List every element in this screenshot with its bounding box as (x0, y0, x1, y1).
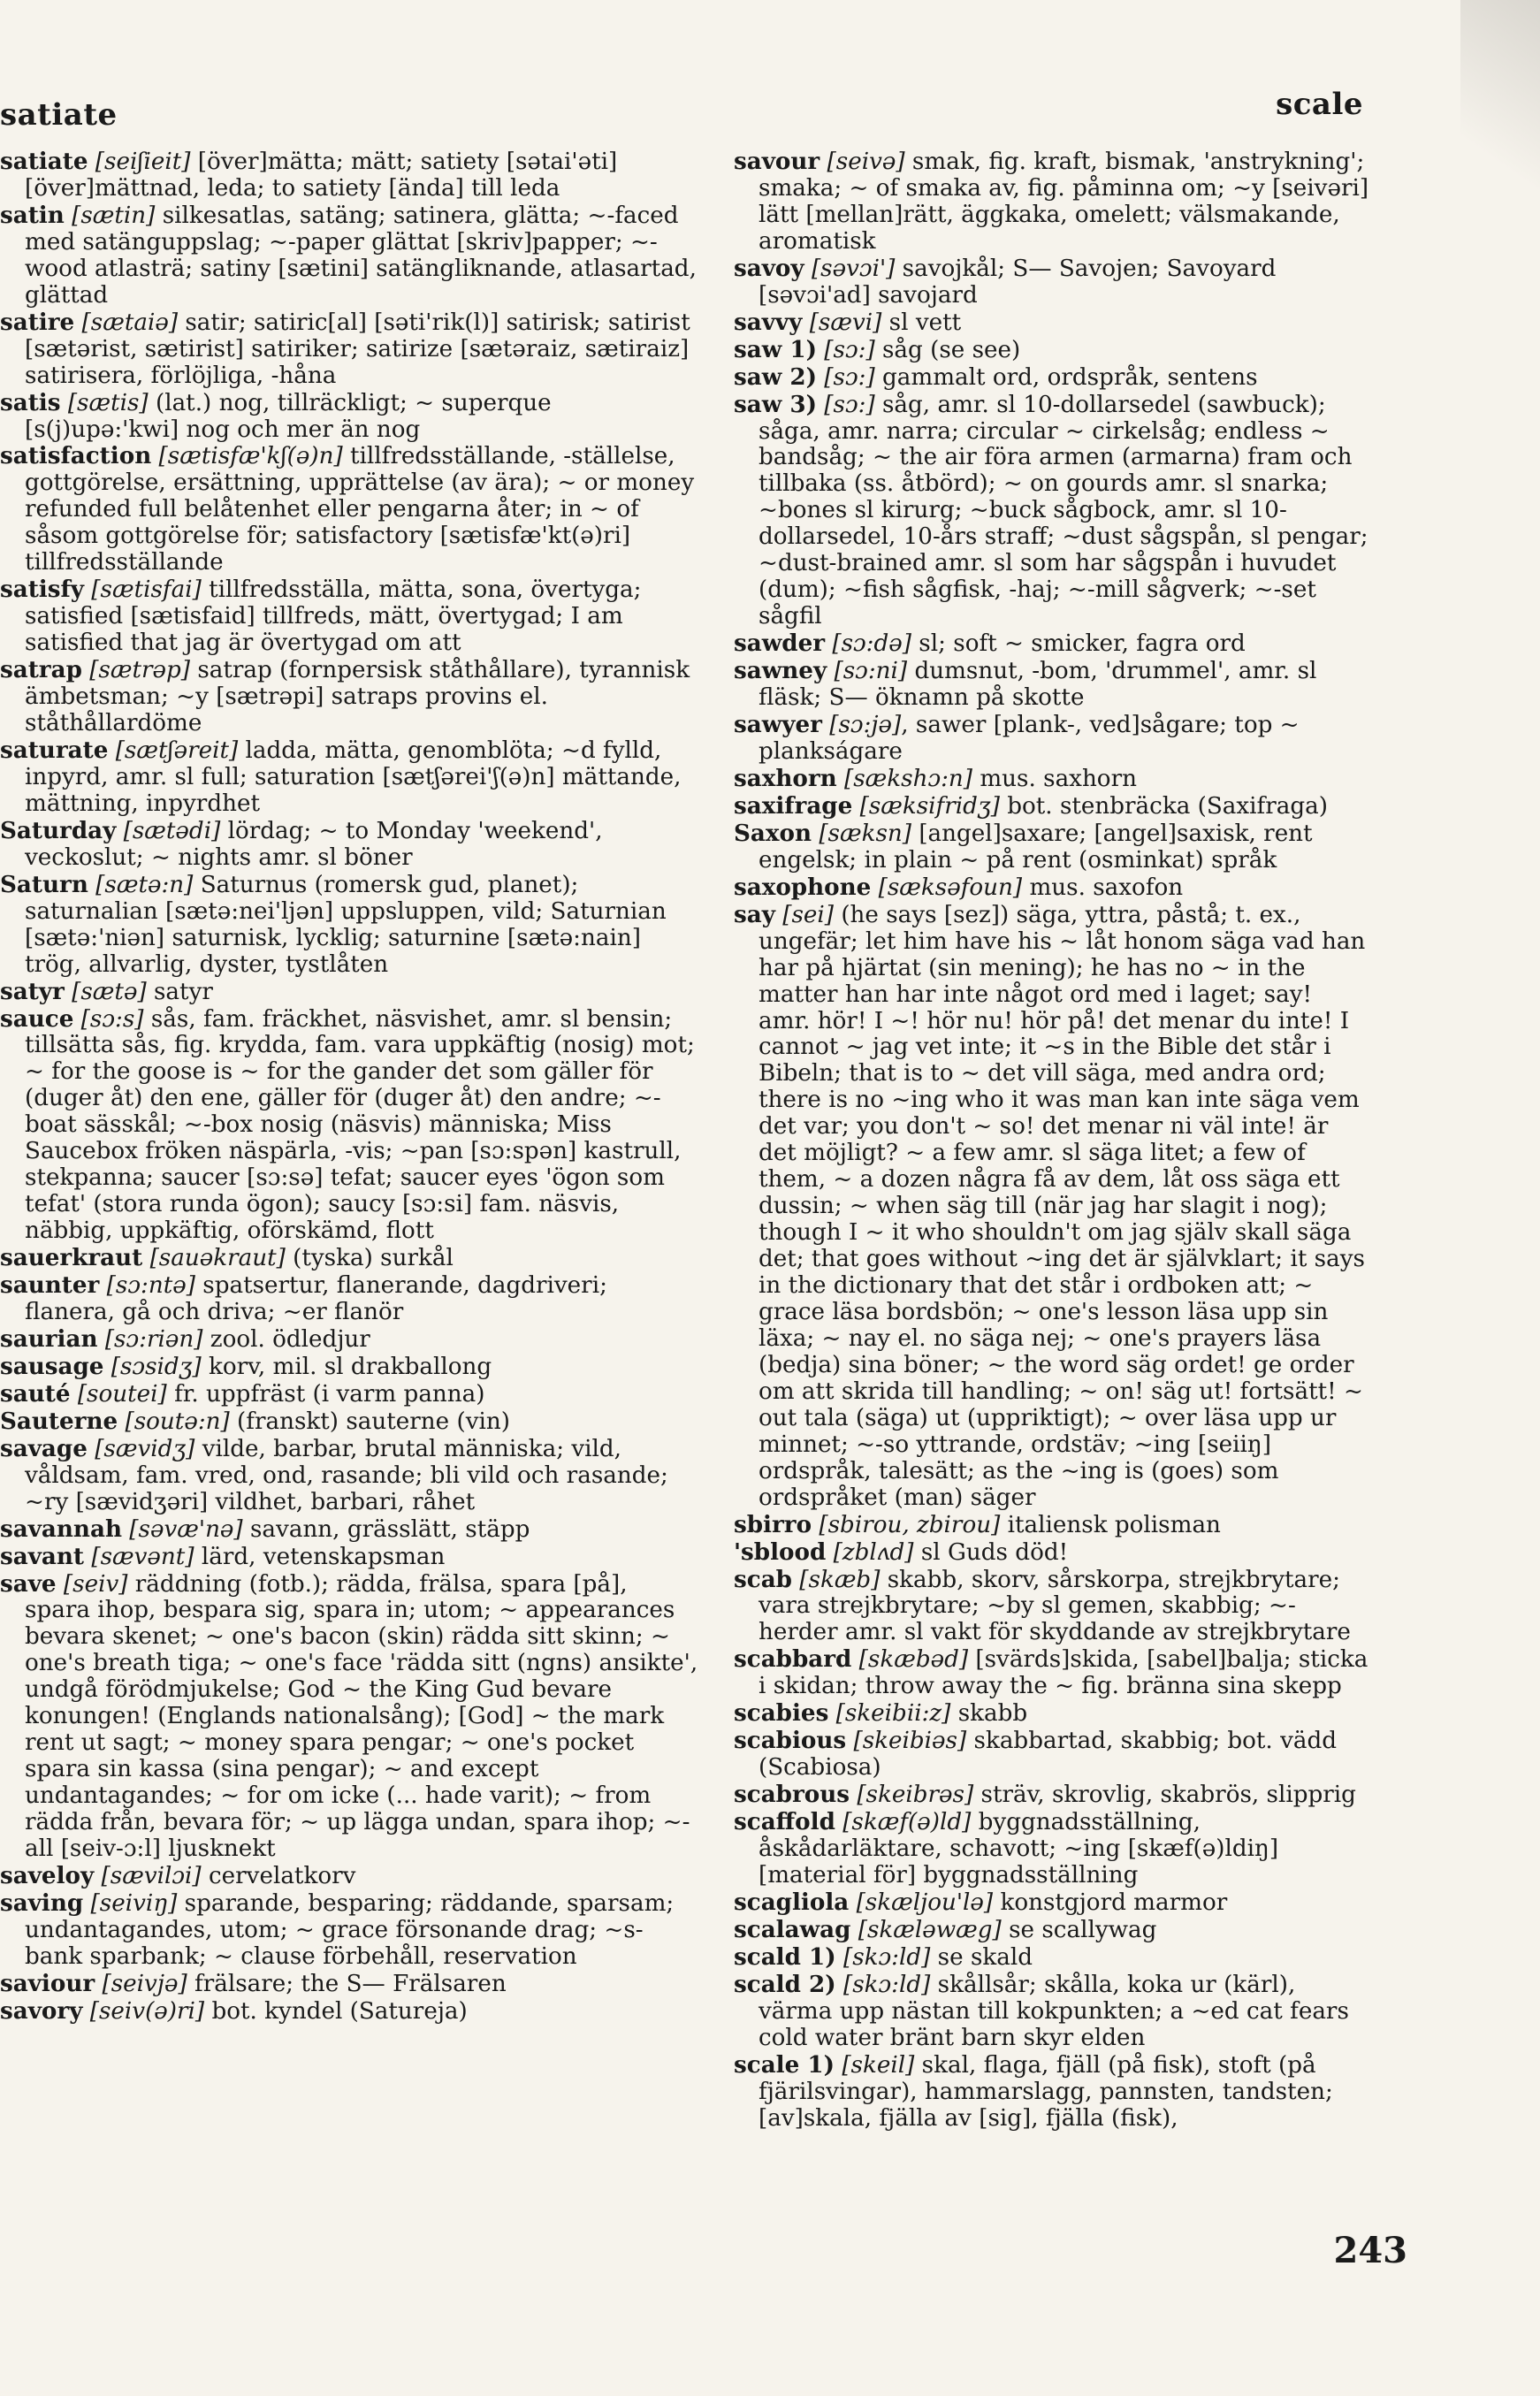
entry-pronunciation: [soutə:n] (118, 1408, 230, 1435)
entry-definition: konstgjord marmor (993, 1889, 1228, 1916)
entry-definition: ladda, mätta, genomblöta; ~d fylld, inpyrd, amr. sl full; saturation [sætʃərei'ʃ(ə)n] mättande, mättning, inpyrdhet (25, 736, 682, 817)
entry-pronunciation: [sævi] (802, 309, 882, 336)
entry-pronunciation: [skɔ:ld] (835, 1971, 931, 1998)
dictionary-entry (0, 1863, 698, 1890)
dictionary-entry (734, 1567, 1370, 1647)
entry-pronunciation: [sætis] (60, 389, 149, 416)
entry-pronunciation: [skeibii:z] (828, 1700, 951, 1728)
entry-definition: smak, fig. kraft, bismak, 'anstrykning'; smaka; ~ of smaka av, fig. påminna om; ~y [seivəri] lätt [mellan]rätt, äggkaka, omelett; välsmakande, aromatisk (759, 149, 1369, 255)
dictionary-entry (0, 149, 698, 202)
entry-headword: saxifrage (734, 791, 853, 820)
dictionary-entry (734, 1944, 1370, 1972)
entry-pronunciation: [zblʌd] (826, 1538, 914, 1566)
entry-headword: sauce (0, 1004, 74, 1033)
dictionary-entry (734, 1512, 1370, 1539)
entry-headword: sawyer (734, 711, 822, 739)
entry-definition: se skald (930, 1943, 1033, 1971)
entry-definition: (lat.) nog, tillräckligt; ~ superque [s(j)upə:'kwi] nog och mer än nog (25, 389, 552, 443)
dictionary-entry (734, 1728, 1370, 1782)
entry-headword: satiate (0, 148, 88, 175)
entry-definition: (franskt) sauterne (vin) (229, 1408, 510, 1435)
entry-definition: (tyska) surkål (285, 1245, 454, 1272)
dictionary-entry (734, 256, 1370, 309)
entry-headword: sawney (734, 657, 827, 685)
entry-pronunciation: [sætʃəreit] (108, 736, 239, 764)
entry-headword: saw 2) (734, 362, 817, 391)
entry-pronunciation: [sɔ:] (816, 363, 875, 391)
entry-definition: bot. stenbräcka (Saxifraga) (999, 792, 1328, 820)
entry-pronunciation: [sɔ:s] (73, 1005, 144, 1033)
entry-pronunciation: [skeil] (835, 2051, 915, 2079)
dictionary-entry (734, 1646, 1370, 1700)
entry-headword: saveloy (0, 1862, 95, 1889)
dictionary-entry (0, 1516, 698, 1544)
entry-pronunciation: [sæksn] (812, 820, 911, 847)
dictionary-entry (0, 1436, 698, 1516)
entry-definition: sl Guds död! (913, 1538, 1069, 1566)
entry-pronunciation: [sætisfæ'kʃ(ə)n] (151, 443, 343, 470)
entry-pronunciation: [sætisfai] (83, 576, 202, 604)
entry-definition: savojkål; S— Savojen; Savoyard [səvɔi'ad] savojard (759, 255, 1277, 309)
dictionary-entry (0, 1971, 698, 1998)
entry-definition: satyr (146, 978, 213, 1005)
right-column (734, 149, 1370, 2133)
entry-headword: saturate (0, 736, 109, 764)
entry-pronunciation: [sætaiə] (74, 309, 179, 336)
entry-headword: scale 1) (734, 2050, 835, 2079)
entry-headword: save (0, 1569, 57, 1598)
dictionary-entry (0, 818, 698, 872)
entry-pronunciation: [sɔ:ni] (827, 658, 908, 685)
entry-headword: scabbard (734, 1645, 852, 1674)
entry-headword: satis (0, 388, 61, 416)
entry-pronunciation: [sɔ:jə] (821, 712, 902, 739)
dictionary-entry (734, 1889, 1370, 1917)
entry-definition: [angel]saxare; [angel]saxisk, rent engelsk; in plain ~ på rent (osminkat) språk (759, 820, 1313, 874)
entry-headword: satisfy (0, 576, 84, 604)
entry-definition: skållsår; skålla, koka ur (kärl), värma upp nästan till kokpunkten; a ~ed cat fears cold water bränt barn skyr elden (759, 1971, 1349, 2051)
entry-definition: italiensk polisman (1000, 1511, 1221, 1538)
entry-definition: [över]mätta; mätt; satiety [sətai'əti] [över]mättnad, leda; to satiety [ända] till leda (25, 149, 618, 202)
entry-pronunciation: [sævənt] (84, 1543, 194, 1570)
entry-headword: Saxon (734, 819, 812, 847)
entry-definition: tillfredsställande, -ställelse, gottgörelse, ersättning, upprättelse (av ära); ~ or money refunded full belåtenhet eller pengarna åter; in ~ of såsom gottgörelse för; satisfactory [sætisfæ'kt(ə)ri] tillfredsställande (25, 443, 695, 576)
entry-headword: savoy (734, 254, 804, 282)
entry-headword: scald 2) (734, 1970, 836, 1998)
entry-headword: Sauterne (0, 1407, 118, 1435)
entry-pronunciation: [sæksəfoun] (871, 874, 1023, 901)
entry-headword: saurian (0, 1324, 98, 1353)
dictionary-entry (734, 658, 1370, 712)
entry-definition: satrap (fornpersisk ståthållare), tyrannisk ämbetsman; ~y [sætrəpi] satraps provins el. ståthållardöme (25, 657, 690, 737)
entry-pronunciation: [seiv] (56, 1570, 128, 1598)
entry-definition: sparande, besparing; räddande, sparsam; undantagandes, utom; ~ grace försonande drag; ~s-bank sparbank; ~ clause förbehåll, reservation (25, 1889, 675, 1970)
entry-pronunciation: [sauəkraut] (142, 1245, 286, 1272)
entry-headword: satin (0, 201, 65, 229)
entry-definition: , sawer [plank-, ved]sågare; top ~ plankságare (759, 712, 1300, 765)
dictionary-entry (0, 979, 698, 1006)
entry-pronunciation: [seivə] (820, 149, 905, 175)
running-head-left: satiate (0, 97, 118, 133)
page-corner-shadow (1460, 0, 1540, 265)
entry-pronunciation: [sækshɔ:n] (836, 765, 973, 792)
entry-pronunciation: [sætrəp] (81, 657, 191, 684)
dictionary-entry (734, 1809, 1370, 1889)
entry-pronunciation: [skeibiəs] (846, 1728, 967, 1755)
entry-pronunciation: [skɔ:ld] (835, 1943, 931, 1971)
dictionary-entry (0, 576, 698, 657)
dictionary-entry (734, 1700, 1370, 1728)
entry-headword: savvy (734, 308, 803, 336)
entry-headword: satire (0, 308, 75, 336)
entry-pronunciation: [sætədi] (116, 817, 221, 844)
dictionary-entry (734, 874, 1370, 902)
entry-headword: scabrous (734, 1781, 850, 1809)
entry-pronunciation: [sæksifridʒ] (852, 792, 1000, 820)
dictionary-entry (0, 1006, 698, 1246)
dictionary-entry (734, 364, 1370, 392)
dictionary-entry (734, 793, 1370, 820)
entry-pronunciation: [sætin] (64, 202, 156, 229)
entry-pronunciation: [sɔ:ntə] (99, 1272, 195, 1300)
entry-definition: savann, grässlätt, stäpp (242, 1515, 530, 1543)
entry-headword: scabious (734, 1727, 847, 1755)
entry-headword: satyr (0, 977, 65, 1005)
dictionary-entry (0, 1890, 698, 1971)
entry-definition: skal, flaga, fjäll (på fisk), stoft (på fjärilsvingar), hammarslagg, pannsten, tandsten; [av]skala, fjälla av [sig], fjälla (fisk), (759, 2051, 1333, 2132)
entry-definition: se scallywag (1001, 1916, 1157, 1943)
dictionary-entry (734, 309, 1370, 337)
entry-definition: skabb, skorv, sårskorpa, strejkbrytare; vara strejkbrytare; ~by sl gemen, skabbig; ~-herder amr. sl vakt för skyddande av strejkbrytare (759, 1566, 1351, 1646)
entry-headword: saving (0, 1889, 84, 1917)
dictionary-entry (734, 149, 1370, 256)
entry-pronunciation: [sævilɔi] (94, 1863, 202, 1889)
entry-definition: sträv, skrovlig, skabrös, slipprig (973, 1782, 1356, 1809)
entry-definition: sl vett (881, 309, 962, 336)
entry-headword: saw 3) (734, 390, 817, 418)
dictionary-entry (0, 309, 698, 390)
entry-pronunciation: [seivjə] (95, 1970, 187, 1997)
entry-pronunciation: [sɔ:də] (825, 630, 911, 658)
dictionary-entry (0, 1245, 698, 1272)
dictionary-entry (0, 1326, 698, 1354)
entry-headword: saviour (0, 1969, 95, 1997)
dictionary-entry (734, 337, 1370, 364)
entry-definition: bot. kyndel (Satureja) (204, 1997, 468, 2025)
entry-pronunciation: [sævidʒ] (87, 1435, 195, 1462)
entry-headword: sbirro (734, 1510, 812, 1538)
entry-definition: zool. ödledjur (202, 1325, 370, 1353)
running-head-right: scale (1276, 87, 1363, 122)
entry-headword: savant (0, 1542, 85, 1570)
entry-pronunciation: [sɔ:riən] (97, 1325, 203, 1353)
entry-definition: såg, amr. sl 10-dollarsedel (sawbuck); såga, amr. narra; circular ~ cirkelsåg; endless ~ bandsåg; ~ the air föra armen (armarna) fram och tillbaka (ss. åtbörd); ~ on gourds amr. sl snarka; ~bones sl kirurg; ~buck sågbock, amr. sl 10-dollarsedel, 10-års straff; ~dust sågspån, sl pengar; ~dust-brained amr. sl som har sågspån i huvudet (dum); ~fish sågfisk, -haj; ~-mill sågverk; ~-set sågfil (759, 391, 1368, 630)
entry-headword: scagliola (734, 1888, 850, 1916)
entry-definition: såg (se see) (874, 336, 1021, 363)
dictionary-entry (734, 392, 1370, 631)
entry-headword: satrap (0, 656, 82, 684)
dictionary-entry (734, 1782, 1370, 1809)
entry-headword: Saturn (0, 870, 88, 898)
entry-headword: savannah (0, 1515, 122, 1543)
entry-headword: say (734, 900, 775, 928)
entry-headword: scab (734, 1565, 792, 1593)
dictionary-entry (0, 872, 698, 979)
entry-pronunciation: [soutei] (70, 1380, 167, 1408)
entry-pronunciation: [skæb] (791, 1566, 881, 1593)
entry-pronunciation: [skæbəd] (851, 1646, 969, 1674)
dictionary-entry (0, 1354, 698, 1381)
entry-definition: lördag; ~ to Monday 'weekend', veckoslut; ~ nights amr. sl böner (25, 817, 603, 871)
entry-definition: Saturnus (romersk gud, planet); saturnalian [sætə:nei'ljən] uppsluppen, vild; Saturnian [sætə:'niən] saturnisk, lycklig; saturnine [sætə:nain] trög, allvarlig, dyster, tystlåten (25, 871, 667, 978)
entry-pronunciation: [səvæ'nə] (121, 1515, 243, 1543)
entry-pronunciation: [skæljou'lə] (849, 1889, 994, 1916)
entry-headword: scalawag (734, 1915, 851, 1943)
entry-definition: lärd, vetenskapsman (194, 1543, 446, 1570)
entry-definition: räddning (fotb.); rädda, frälsa, spara [på], spara ihop, bespara sig, spara in; utom; ~ appearances bevara skenet; ~ one's bacon (skin) rädda sitt skinn; ~ one's breath tiga; ~ one's face 'rädda sitt (ngns) ansikte', undgå förödmjukelse; God ~ the King Gud bevare konungen! (Englands nationalsång); [God] ~ the mark rent ut sagt; ~ money spara pengar; ~ one's pocket spara sin kassa (sina pengar); ~ and except undantagandes; ~ for om icke (... hade varit); ~ from rädda från, bevara för; ~ up lägga undan, spara ihop; ~-all [seiv-ɔ:l] ljusknekt (25, 1570, 698, 1863)
entry-headword: saunter (0, 1271, 100, 1300)
dictionary-entry (0, 390, 698, 444)
entry-pronunciation: [sɔ:] (816, 336, 875, 363)
entry-definition: byggnadsställning, åskådarläktare, schavott; ~ing [skæf(ə)ldiŋ] [material för] byggnadsställning (759, 1809, 1279, 1889)
entry-pronunciation: [skæləwæg] (850, 1916, 1002, 1943)
entry-pronunciation: [skæf(ə)ld] (835, 1809, 972, 1836)
entry-headword: sauté (0, 1379, 71, 1408)
dictionary-entry (734, 1917, 1370, 1944)
entry-definition: gammalt ord, ordspråk, sentens (874, 363, 1258, 391)
entry-headword: savory (0, 1996, 83, 2025)
entry-definition: spatsertur, flanerande, dagdriveri; flanera, gå och driva; ~er flanör (25, 1272, 607, 1325)
entry-headword: scaffold (734, 1808, 835, 1836)
entry-definition: cervelatkorv (201, 1863, 356, 1889)
entry-definition: skabbartad, skabbig; bot. vädd (Scabiosa) (759, 1728, 1338, 1782)
entry-headword: 'sblood (734, 1538, 827, 1566)
entry-definition: dumsnut, -bom, 'drummel', amr. sl fläsk; S— öknamn på skotte (759, 658, 1317, 712)
entry-definition: tillfredsställa, mätta, sona, övertyga; satisfied [sætisfaid] tillfreds, mätt, övertygad; I am satisfied that jag är övertygad om att (25, 576, 642, 657)
dictionary-entry (734, 630, 1370, 658)
entry-pronunciation: [səvɔi'] (804, 255, 896, 282)
dictionary-entry (0, 1544, 698, 1571)
entry-headword: sausage (0, 1352, 104, 1380)
dictionary-entry (0, 1998, 698, 2026)
entry-definition: sås, fam. fräckhet, näsvishet, amr. sl bensin; tillsätta sås, fig. krydda, fam. vara uppkäftig (nosig) mot; ~ for the goose is ~ for the gander det som gäller för (duger åt) den ene, gäller för (duger åt) den andre; ~-boat sässkål; ~-box nosig (näsvis) människa; Miss Saucebox fröken näspärla, -vis; ~pan [sɔ:spən] kastrull, stekpanna; saucer [sɔ:sə] tefat; saucer eyes 'ögon som tefat' (stora runda ögon); saucy [sɔ:si] fam. näsvis, näbbig, uppkäftig, oförskämd, flott (25, 1005, 695, 1245)
entry-pronunciation: [seiviŋ] (83, 1889, 178, 1917)
dictionary-entry (734, 766, 1370, 793)
entry-definition: (he says [sez]) säga, yttra, påstå; t. ex., ungefär; let him have his ~ låt honom säga vad han har på hjärtat (sin mening); he has no ~ in the matter han har inte något ord med i laget; say! amr. hör! I ~! hör nu! hör på! det menar du inte! I cannot ~ jag vet inte; it ~s in the Bible det står i Bibeln; that is to ~ det vill säga, med andra ord; there is no ~ing who it was man kan inte säga vem det var; you don't ~ so! det menar ni väl inte! är det möjligt? ~ a few amr. sl säga litet; a few of them, ~ a dozen några få av dem, låt oss säga ett dussin; ~ when säg till (när jag har slagit i nog); though I ~ it who shouldn't om jag själv skall säga det; that goes without ~ing det är självklart; it says in the dictionary that det står i ordboken att; ~ grace läsa bordsbön; ~ one's lesson läsa upp sin läxa; ~ nay el. no säga nej; ~ one's prayers läsa (bedja) sina böner; ~ the word säg ordet! ge order om att skrida till handling; ~ on! säg ut! fortsätt! ~ out tala (säga) ut (uppriktigt); ~ over läsa upp ur minnet; ~-so yttrande, ordstäv; ~ing [seiiŋ] ordspråk, talesätt; as the ~ing is (goes) som ordspråket (man) säger (759, 901, 1366, 1511)
entry-headword: Saturday (0, 816, 117, 844)
entry-definition: mus. saxofon (1022, 874, 1184, 901)
entry-pronunciation: [sɔ:] (816, 391, 875, 418)
entry-pronunciation: [seiv(ə)ri] (82, 1997, 205, 2025)
page-number: 243 (1333, 2230, 1407, 2271)
left-column (0, 149, 698, 2026)
dictionary-entry (734, 712, 1370, 766)
entry-definition: skabb (950, 1700, 1028, 1728)
entry-headword: saxhorn (734, 764, 837, 792)
entry-headword: savour (734, 148, 820, 175)
entry-pronunciation: [sɔsidʒ] (103, 1353, 202, 1380)
entry-headword: sauerkraut (0, 1244, 143, 1272)
entry-headword: sawder (734, 630, 826, 658)
entry-headword: saxophone (734, 873, 872, 901)
entry-pronunciation: [sbirou, zbirou] (812, 1511, 1001, 1538)
dictionary-entry (0, 1272, 698, 1326)
dictionary-entry (734, 1972, 1370, 2052)
entry-definition: fr. uppfräst (i varm panna) (166, 1380, 485, 1408)
dictionary-entry (0, 1408, 698, 1436)
dictionary-entry (0, 443, 698, 576)
entry-definition: korv, mil. sl drakballong (201, 1353, 492, 1380)
dictionary-entry (0, 202, 698, 309)
dictionary-entry (0, 737, 698, 818)
entry-headword: scabies (734, 1699, 829, 1728)
entry-pronunciation: [sætə:n] (88, 871, 194, 898)
dictionary-entry (0, 1571, 698, 1863)
entry-definition: satir; satiric[al] [səti'rik(l)] satirisk; satirist [sætərist, sætirist] satiriker; satirize [sætəraiz, sætiraiz] satirisera, förlöjliga, -håna (25, 309, 690, 389)
entry-definition: vilde, barbar, brutal människa; vild, våldsam, fam. vred, ond, rasande; bli vild och rasande; ~ry [sævidʒəri] vildhet, barbari, råhet (25, 1435, 668, 1515)
entry-definition: [svärds]skida, [sabel]balja; sticka i skidan; throw away the ~ fig. bränna sina skepp (759, 1646, 1368, 1700)
entry-headword: savage (0, 1434, 88, 1462)
entry-definition: silkesatlas, satäng; satinera, glätta; ~-faced med satänguppslag; ~-paper glättat [skriv]papper; ~-wood atlasträ; satiny [sætini] satängliknande, atlasartad, glättad (25, 202, 697, 309)
dictionary-entry (0, 1381, 698, 1408)
dictionary-entry (0, 657, 698, 737)
entry-definition: mus. saxhorn (972, 765, 1137, 792)
entry-headword: saw 1) (734, 335, 817, 363)
entry-pronunciation: [sei] (774, 901, 835, 928)
entry-pronunciation: [seiʃieit] (88, 149, 191, 175)
dictionary-entry (734, 1539, 1370, 1567)
entry-definition: sl; soft ~ smicker, fagra ord (911, 630, 1246, 658)
entry-headword: scald 1) (734, 1942, 836, 1971)
dictionary-entry (734, 820, 1370, 874)
entry-definition: frälsare; the S— Frälsaren (187, 1970, 507, 1997)
entry-headword: satisfaction (0, 442, 152, 470)
dictionary-entry (734, 902, 1370, 1512)
entry-pronunciation: [sætə] (64, 978, 147, 1005)
entry-pronunciation: [skeibrəs] (850, 1782, 974, 1809)
dictionary-entry (734, 2052, 1370, 2133)
